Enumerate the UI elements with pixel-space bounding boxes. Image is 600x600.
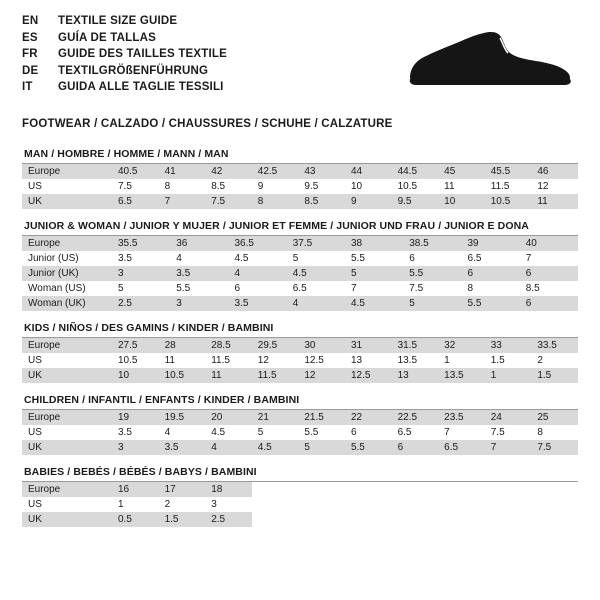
cell: 3.5 (112, 425, 159, 440)
cell: 5.5 (462, 296, 520, 311)
cell: 42.5 (252, 164, 299, 179)
cell-empty (392, 512, 439, 527)
cell: 20 (205, 410, 252, 425)
row-label: Junior (US) (22, 251, 112, 266)
cell: 42 (205, 164, 252, 179)
cell-empty (531, 482, 578, 497)
cell: 32 (438, 338, 485, 353)
cell: 3 (205, 497, 252, 512)
table-row (22, 353, 578, 368)
row-label: Woman (UK) (22, 296, 112, 311)
row-label: US (22, 353, 112, 368)
cell: 12.5 (298, 353, 345, 368)
group-heading: KIDS / NIÑOS / DES GAMINS / KINDER / BAMBINI (22, 322, 578, 338)
cell: 5 (345, 266, 403, 281)
cell: 7.5 (531, 440, 578, 455)
cell: 7.5 (112, 179, 159, 194)
cell: 33.5 (531, 338, 578, 353)
cell: 9 (345, 194, 392, 209)
cell: 23.5 (438, 410, 485, 425)
cell: 8 (462, 281, 520, 296)
cell-empty (438, 497, 485, 512)
cell: 7.5 (485, 425, 532, 440)
category-title: FOOTWEAR / CALZADO / CHAUSSURES / SCHUHE / CALZATURE (22, 118, 393, 130)
cell: 6 (520, 266, 578, 281)
cell: 4 (229, 266, 287, 281)
group-heading: BABIES / BEBÉS / BÉBÉS / BABYS / BAMBINI (22, 466, 578, 482)
cell: 16 (112, 482, 159, 497)
cell: 4.5 (252, 440, 299, 455)
cell: 18 (205, 482, 252, 497)
shoe-sole (410, 79, 571, 85)
cell-empty (531, 512, 578, 527)
table-row (22, 179, 578, 194)
cell: 13.5 (438, 368, 485, 383)
language-code: ES (22, 31, 38, 44)
cell: 4.5 (229, 251, 287, 266)
cell: 1.5 (159, 512, 206, 527)
group-heading: MAN / HOMBRE / HOMME / MANN / MAN (22, 148, 578, 164)
size-table-body (22, 410, 578, 455)
cell: 12 (298, 368, 345, 383)
cell: 25 (531, 410, 578, 425)
cell: 3.5 (229, 296, 287, 311)
cell-empty (298, 512, 345, 527)
size-table-children (22, 410, 578, 455)
language-row (22, 33, 227, 50)
cell: 24 (485, 410, 532, 425)
cell: 41 (159, 164, 206, 179)
cell: 22 (345, 410, 392, 425)
cell: 45.5 (485, 164, 532, 179)
language-title: TEXTILE SIZE GUIDE (58, 15, 178, 27)
cell: 9.5 (392, 194, 439, 209)
cell-empty (485, 497, 532, 512)
cell: 40.5 (112, 164, 159, 179)
language-title-list-body (22, 16, 227, 99)
cell: 5.5 (403, 266, 461, 281)
table-row (22, 410, 578, 425)
cell: 10 (112, 368, 159, 383)
row-label: Europe (22, 164, 112, 179)
table-row (22, 236, 578, 251)
cell: 28 (159, 338, 206, 353)
cell: 21 (252, 410, 299, 425)
cell: 7.5 (205, 194, 252, 209)
size-group-babies (22, 466, 578, 527)
size-table-body (22, 236, 578, 311)
size-table-body (22, 164, 578, 209)
cell: 31.5 (392, 338, 439, 353)
cell: 21.5 (298, 410, 345, 425)
cell-empty (392, 497, 439, 512)
row-label: Europe (22, 482, 112, 497)
cell: 3.5 (112, 251, 170, 266)
cell: 10.5 (159, 368, 206, 383)
cell: 35.5 (112, 236, 170, 251)
cell: 7 (345, 281, 403, 296)
row-label: Woman (US) (22, 281, 112, 296)
cell: 5 (112, 281, 170, 296)
language-title-list (22, 16, 227, 99)
cell: 5 (287, 251, 345, 266)
cell: 2.5 (205, 512, 252, 527)
cell: 3 (112, 266, 170, 281)
cell: 2 (531, 353, 578, 368)
cell: 1 (112, 497, 159, 512)
cell: 11 (438, 179, 485, 194)
language-code: EN (22, 15, 39, 27)
group-heading: CHILDREN / INFANTIL / ENFANTS / KINDER / BAMBINI (22, 394, 578, 410)
cell: 45 (438, 164, 485, 179)
cell: 3.5 (159, 440, 206, 455)
cell-empty (485, 512, 532, 527)
cell: 4 (159, 425, 206, 440)
cell-empty (392, 482, 439, 497)
row-label: Junior (UK) (22, 266, 112, 281)
cell: 6 (520, 296, 578, 311)
language-row (22, 49, 227, 66)
row-label: US (22, 179, 112, 194)
size-table-babies (22, 482, 578, 527)
cell: 27.5 (112, 338, 159, 353)
cell: 4.5 (287, 266, 345, 281)
row-label: Europe (22, 236, 112, 251)
table-row (22, 440, 578, 455)
cell: 6 (403, 251, 461, 266)
cell: 8.5 (205, 179, 252, 194)
cell: 6.5 (112, 194, 159, 209)
cell-empty (252, 512, 299, 527)
language-row (22, 66, 227, 83)
language-title: GUIDA ALLE TAGLIE TESSILI (58, 81, 224, 93)
cell: 5 (298, 440, 345, 455)
cell: 6 (392, 440, 439, 455)
cell: 7.5 (403, 281, 461, 296)
cell: 5 (252, 425, 299, 440)
cell: 8.5 (298, 194, 345, 209)
cell: 2 (159, 497, 206, 512)
cell: 19.5 (159, 410, 206, 425)
cell: 8.5 (520, 281, 578, 296)
cell: 4 (287, 296, 345, 311)
cell: 13 (345, 353, 392, 368)
cell: 10.5 (485, 194, 532, 209)
row-label: Europe (22, 410, 112, 425)
cell-empty (345, 497, 392, 512)
cell-empty (345, 512, 392, 527)
size-table-body (22, 338, 578, 383)
cell: 10 (345, 179, 392, 194)
row-label: Europe (22, 338, 112, 353)
cell: 5.5 (298, 425, 345, 440)
cell: 6 (462, 266, 520, 281)
language-code: FR (22, 48, 38, 60)
table-row (22, 164, 578, 179)
table-row (22, 497, 578, 512)
cell: 10.5 (112, 353, 159, 368)
cell: 7 (438, 425, 485, 440)
size-table-junior-woman (22, 236, 578, 311)
shoe-body (410, 32, 570, 81)
cell: 9.5 (298, 179, 345, 194)
cell: 3 (112, 440, 159, 455)
cell: 8 (531, 425, 578, 440)
cell: 6.5 (392, 425, 439, 440)
cell: 3.5 (170, 266, 228, 281)
cell: 38 (345, 236, 403, 251)
cell: 7 (485, 440, 532, 455)
cell: 11.5 (485, 179, 532, 194)
cell: 11 (531, 194, 578, 209)
language-title: GUIDE DES TAILLES TEXTILE (58, 48, 227, 60)
cell-empty (345, 482, 392, 497)
size-table-kids (22, 338, 578, 383)
cell: 10.5 (392, 179, 439, 194)
cell: 5.5 (345, 440, 392, 455)
cell: 36.5 (229, 236, 287, 251)
document-header (0, 0, 600, 112)
row-label: US (22, 497, 112, 512)
cell: 6.5 (462, 251, 520, 266)
size-table-body (22, 482, 578, 527)
cell: 5.5 (345, 251, 403, 266)
cell: 22.5 (392, 410, 439, 425)
language-code: DE (22, 64, 39, 77)
cell: 6 (345, 425, 392, 440)
cell: 44.5 (392, 164, 439, 179)
cell: 40 (520, 236, 578, 251)
cell: 1 (485, 368, 532, 383)
row-label: UK (22, 440, 112, 455)
table-row (22, 512, 578, 527)
cell-empty (252, 482, 299, 497)
cell: 1.5 (485, 353, 532, 368)
cell: 38.5 (403, 236, 461, 251)
row-label: US (22, 425, 112, 440)
cell: 30 (298, 338, 345, 353)
cell: 4.5 (205, 425, 252, 440)
language-title: GUÍA DE TALLAS (58, 31, 156, 44)
cell: 28.5 (205, 338, 252, 353)
cell: 5.5 (170, 281, 228, 296)
cell: 3 (170, 296, 228, 311)
size-tables (0, 130, 600, 527)
cell: 6.5 (438, 440, 485, 455)
cell: 19 (112, 410, 159, 425)
cell: 7 (520, 251, 578, 266)
dress-shoe-icon (404, 26, 574, 96)
cell: 12 (252, 353, 299, 368)
cell: 43 (298, 164, 345, 179)
cell: 39 (462, 236, 520, 251)
cell: 5 (403, 296, 461, 311)
table-row (22, 194, 578, 209)
table-row (22, 266, 578, 281)
cell: 8 (252, 194, 299, 209)
cell: 4.5 (345, 296, 403, 311)
cell: 2.5 (112, 296, 170, 311)
cell: 13 (392, 368, 439, 383)
table-row (22, 296, 578, 311)
cell: 4 (170, 251, 228, 266)
cell-empty (438, 482, 485, 497)
cell: 44 (345, 164, 392, 179)
cell: 10 (438, 194, 485, 209)
table-row (22, 482, 578, 497)
row-label: UK (22, 512, 112, 527)
cell-empty (252, 497, 299, 512)
table-row (22, 338, 578, 353)
table-row (22, 251, 578, 266)
cell: 31 (345, 338, 392, 353)
cell-empty (298, 497, 345, 512)
cell: 29.5 (252, 338, 299, 353)
cell-empty (438, 512, 485, 527)
table-row (22, 425, 578, 440)
cell: 12.5 (345, 368, 392, 383)
cell-empty (531, 497, 578, 512)
cell: 17 (159, 482, 206, 497)
size-group-kids (22, 322, 578, 383)
cell: 36 (170, 236, 228, 251)
cell-empty (298, 482, 345, 497)
cell-empty (485, 482, 532, 497)
cell: 11.5 (252, 368, 299, 383)
cell: 13.5 (392, 353, 439, 368)
table-row (22, 281, 578, 296)
cell: 33 (485, 338, 532, 353)
cell: 46 (531, 164, 578, 179)
group-heading: JUNIOR & WOMAN / JUNIOR Y MUJER / JUNIOR ET FEMME / JUNIOR UND FRAU / JUNIOR E DONA (22, 220, 578, 236)
language-row (22, 16, 227, 33)
size-group-junior-woman (22, 220, 578, 311)
size-group-children (22, 394, 578, 455)
row-label: UK (22, 368, 112, 383)
size-group-man (22, 148, 578, 209)
size-table-man (22, 164, 578, 209)
table-row (22, 368, 578, 383)
cell: 1.5 (531, 368, 578, 383)
cell: 12 (531, 179, 578, 194)
cell: 7 (159, 194, 206, 209)
cell: 8 (159, 179, 206, 194)
language-row (22, 82, 227, 99)
language-title: TEXTILGRÖßENFÜHRUNG (58, 64, 209, 77)
cell: 11 (159, 353, 206, 368)
cell: 11.5 (205, 353, 252, 368)
cell: 1 (438, 353, 485, 368)
cell: 9 (252, 179, 299, 194)
cell: 0.5 (112, 512, 159, 527)
cell: 6 (229, 281, 287, 296)
row-label: UK (22, 194, 112, 209)
cell: 4 (205, 440, 252, 455)
cell: 37.5 (287, 236, 345, 251)
language-code: IT (22, 81, 33, 93)
cell: 6.5 (287, 281, 345, 296)
cell: 11 (205, 368, 252, 383)
